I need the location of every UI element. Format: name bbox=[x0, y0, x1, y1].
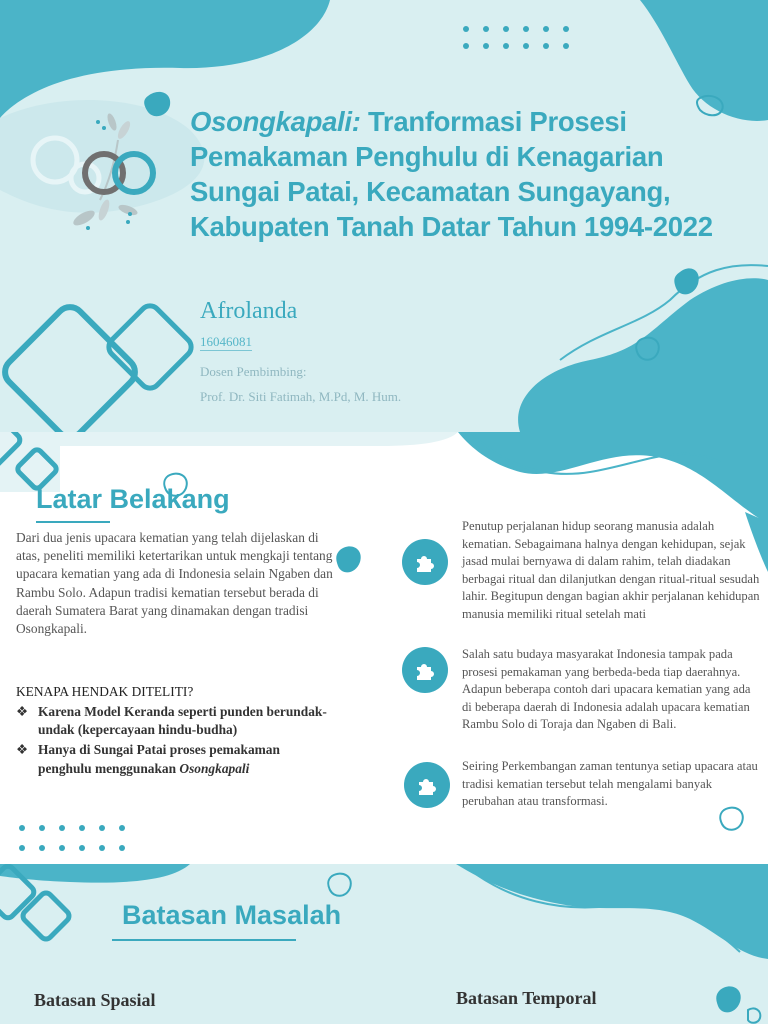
puzzle-icon bbox=[404, 762, 450, 808]
background-slide bbox=[0, 432, 768, 864]
title-main-part: Tranformasi Prosesi Pemakaman Penghulu di Kenagarian Sungai Patai, Kecamatan Sungayang, Kabupaten Tanah Datar Tahun 1994-2022 bbox=[190, 106, 713, 242]
heading-underline bbox=[112, 939, 296, 941]
diamond-bullet-icon: ❖ bbox=[16, 742, 29, 758]
dot-grid bbox=[463, 26, 569, 49]
intro-paragraph: Dari dua jenis upacara kematian yang telah dijelaskan di atas, peneliti memiliki ketertarikan untuk mengkaji tentang upacara kematian yang ada di Indonesia selain Ngaben dan Rambu Solo. Adapun tradisi kematian tersebut berada di daerah Sumatera Barat yang dinamakan dengan tradisi Osongkapali. bbox=[16, 530, 333, 637]
student-id: 16046081 bbox=[200, 334, 252, 349]
advisor-label: Dosen Pembimbing: bbox=[200, 364, 307, 379]
advisor-name: Prof. Dr. Siti Fatimah, M.Pd, M. Hum. bbox=[200, 389, 402, 404]
reason-list bbox=[16, 703, 336, 780]
title-italic-part: Osongkapali: bbox=[190, 106, 361, 137]
title-slide bbox=[0, 0, 768, 432]
list-item-text: Hanya di Sungai Patai proses pemakaman penghulu menggunakan bbox=[38, 742, 280, 776]
context-paragraph-2: Salah satu budaya masyarakat Indonesia tampak pada prosesi pemakaman yang berbeda-beda tiap daerahnya. Adapun beberapa contoh dari upacara kematian yang ada di beberapa daerah di Indonesia adalah upacara kematian Rambu Solo di Toraja dan Ngaben di Bali. bbox=[462, 647, 751, 732]
context-paragraph-1: Penutup perjalanan hidup seorang manusia adalah kematian. Sebagaimana halnya dengan kehidupan, sejak jasad mulai bernyawa di dalam rahim, telah diadakan berbagai ritual dan dilanjutkan dengan ritual-ritual sesudah lahir. Begitupun dengan bagian akhir perjalanan kehidupan manusia memiliki ritual setelah mati bbox=[462, 519, 760, 621]
heading-underline bbox=[36, 521, 110, 523]
spatial-scope-label: Batasan Spasial bbox=[34, 990, 156, 1010]
section-heading: Batasan Masalah bbox=[122, 900, 342, 930]
presentation-title bbox=[190, 104, 750, 244]
list-item-text: Karena Model Keranda seperti punden berundak-undak (kepercayaan hindu-budha) bbox=[38, 704, 327, 738]
author-name: Afrolanda bbox=[200, 298, 298, 324]
list-item bbox=[16, 741, 336, 777]
temporal-scope-label: Batasan Temporal bbox=[456, 988, 597, 1008]
section-heading: Latar Belakang bbox=[36, 484, 230, 514]
research-question: KENAPA HENDAK DITELITI? bbox=[16, 684, 194, 699]
list-item bbox=[16, 703, 336, 739]
puzzle-icon bbox=[402, 647, 448, 693]
list-item-italic: Osongkapali bbox=[179, 760, 250, 776]
scope-slide bbox=[0, 864, 768, 1024]
puzzle-icon bbox=[402, 539, 448, 585]
diamond-bullet-icon: ❖ bbox=[16, 704, 29, 719]
context-paragraph-3: Seiring Perkembangan zaman tentunya setiap upacara atau tradisi kematian tersebut telah mengalami banyak perubahan atau transformasi. bbox=[462, 759, 758, 809]
